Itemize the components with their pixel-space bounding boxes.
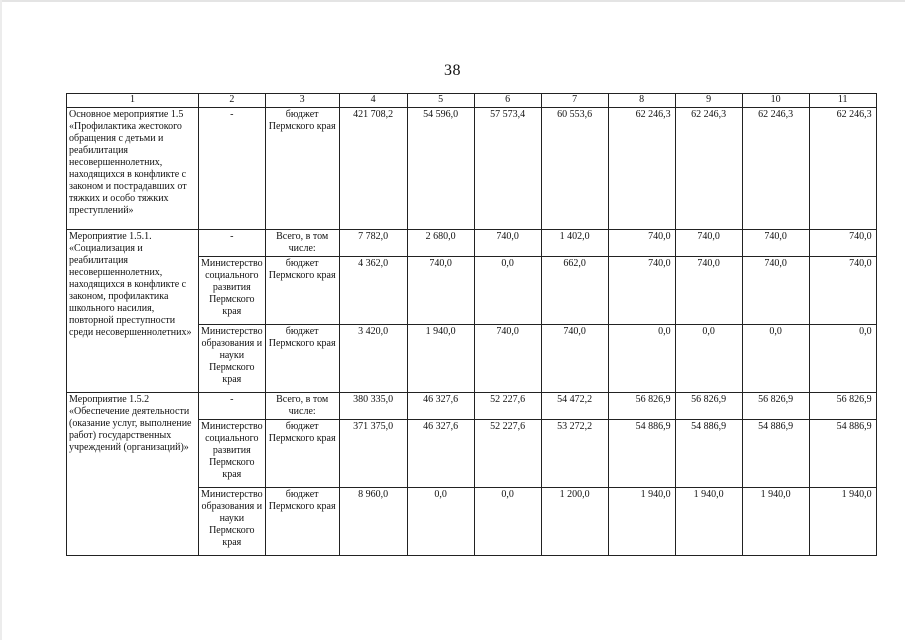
amount-cell: 1 200,0 [541, 488, 608, 556]
executor-cell: - [199, 230, 266, 257]
amount-cell: 0,0 [474, 257, 541, 325]
funding-source-cell: бюджет Пермского края [265, 325, 339, 393]
amount-cell: 60 553,6 [541, 108, 608, 230]
executor-cell: Министерство образования и науки Пермского края [199, 325, 266, 393]
amount-cell: 421 708,2 [339, 108, 407, 230]
column-header: 4 [339, 94, 407, 108]
funding-source-cell: бюджет Пермского края [265, 257, 339, 325]
budget-table [66, 93, 877, 556]
amount-cell: 1 940,0 [407, 325, 474, 393]
amount-cell: 1 940,0 [608, 488, 675, 556]
activity-name: Мероприятие 1.5.2 «Обеспечение деятельности (оказание услуг, выполнение работ) государственных учреждений (организаций)» [67, 393, 199, 556]
scan-edge-top [0, 0, 905, 2]
amount-cell: 54 886,9 [809, 420, 876, 488]
amount-cell: 8 960,0 [339, 488, 407, 556]
amount-cell: 1 940,0 [742, 488, 809, 556]
activity-name: Основное мероприятие 1.5 «Профилактика жестокого обращения с детьми и реабилитация несовершеннолетних, находящихся в конфликте с законом и пострадавших от тяжких и особо тяжких преступлений» [67, 108, 199, 230]
column-header: 7 [541, 94, 608, 108]
amount-cell: 740,0 [809, 230, 876, 257]
amount-cell: 54 472,2 [541, 393, 608, 420]
amount-cell: 380 335,0 [339, 393, 407, 420]
amount-cell: 740,0 [809, 257, 876, 325]
executor-cell: Министерство социального развития Пермского края [199, 420, 266, 488]
amount-cell: 740,0 [742, 257, 809, 325]
amount-cell: 740,0 [675, 257, 742, 325]
amount-cell: 57 573,4 [474, 108, 541, 230]
amount-cell: 3 420,0 [339, 325, 407, 393]
amount-cell: 662,0 [541, 257, 608, 325]
amount-cell: 54 886,9 [675, 420, 742, 488]
amount-cell: 52 227,6 [474, 420, 541, 488]
amount-cell: 740,0 [608, 230, 675, 257]
amount-cell: 62 246,3 [742, 108, 809, 230]
amount-cell: 4 362,0 [339, 257, 407, 325]
executor-cell: - [199, 108, 266, 230]
amount-cell: 46 327,6 [407, 420, 474, 488]
amount-cell: 0,0 [742, 325, 809, 393]
amount-cell: 0,0 [809, 325, 876, 393]
amount-cell: 740,0 [474, 230, 541, 257]
column-header: 3 [265, 94, 339, 108]
column-header: 5 [407, 94, 474, 108]
funding-source-cell: Всего, в том числе: [265, 230, 339, 257]
amount-cell: 56 826,9 [608, 393, 675, 420]
amount-cell: 7 782,0 [339, 230, 407, 257]
column-header: 11 [809, 94, 876, 108]
amount-cell: 46 327,6 [407, 393, 474, 420]
column-header: 9 [675, 94, 742, 108]
column-header: 8 [608, 94, 675, 108]
column-header: 10 [742, 94, 809, 108]
activity-name: Мероприятие 1.5.1. «Социализация и реабилитация несовершеннолетних, находящихся в конфликте с законом, профилактика школьного насилия, повторной преступности среди несовершеннолетних» [67, 230, 199, 393]
amount-cell: 2 680,0 [407, 230, 474, 257]
amount-cell: 56 826,9 [675, 393, 742, 420]
amount-cell: 54 596,0 [407, 108, 474, 230]
header-row [67, 94, 877, 108]
table-row [67, 393, 877, 420]
amount-cell: 1 402,0 [541, 230, 608, 257]
amount-cell: 740,0 [541, 325, 608, 393]
executor-cell: - [199, 393, 266, 420]
amount-cell: 56 826,9 [809, 393, 876, 420]
page-number: 38 [444, 62, 461, 79]
executor-cell: Министерство образования и науки Пермского края [199, 488, 266, 556]
table-row [67, 108, 877, 230]
table-row [67, 230, 877, 257]
amount-cell: 54 886,9 [742, 420, 809, 488]
amount-cell: 740,0 [675, 230, 742, 257]
amount-cell: 740,0 [474, 325, 541, 393]
amount-cell: 740,0 [608, 257, 675, 325]
amount-cell: 62 246,3 [675, 108, 742, 230]
column-header: 1 [67, 94, 199, 108]
amount-cell: 62 246,3 [608, 108, 675, 230]
column-header: 6 [474, 94, 541, 108]
amount-cell: 0,0 [675, 325, 742, 393]
scan-edge-left [0, 0, 2, 640]
amount-cell: 62 246,3 [809, 108, 876, 230]
executor-cell: Министерство социального развития Пермского края [199, 257, 266, 325]
column-header: 2 [199, 94, 266, 108]
amount-cell: 0,0 [407, 488, 474, 556]
amount-cell: 1 940,0 [809, 488, 876, 556]
amount-cell: 52 227,6 [474, 393, 541, 420]
amount-cell: 1 940,0 [675, 488, 742, 556]
amount-cell: 740,0 [407, 257, 474, 325]
amount-cell: 56 826,9 [742, 393, 809, 420]
amount-cell: 740,0 [742, 230, 809, 257]
amount-cell: 0,0 [608, 325, 675, 393]
funding-source-cell: бюджет Пермского края [265, 488, 339, 556]
amount-cell: 371 375,0 [339, 420, 407, 488]
amount-cell: 54 886,9 [608, 420, 675, 488]
amount-cell: 53 272,2 [541, 420, 608, 488]
amount-cell: 0,0 [474, 488, 541, 556]
funding-source-cell: бюджет Пермского края [265, 108, 339, 230]
funding-source-cell: Всего, в том числе: [265, 393, 339, 420]
funding-source-cell: бюджет Пермского края [265, 420, 339, 488]
